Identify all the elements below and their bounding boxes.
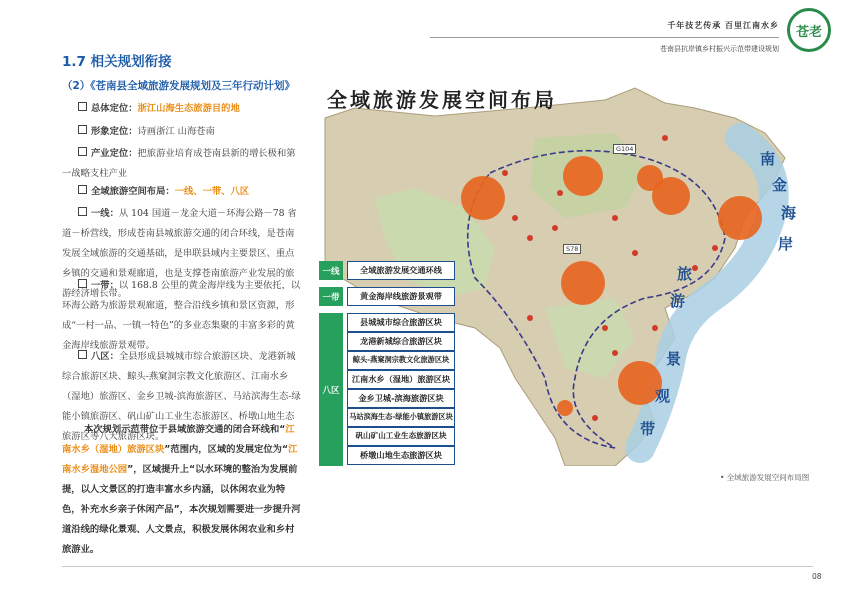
item-industry-position: 产业定位：把旅游业培育成苍南县新的增长极和第一战略支柱产业 — [62, 148, 296, 179]
belt-letter: 海 — [781, 204, 797, 222]
legend-group-line: 一线 — [319, 261, 343, 280]
page-number: 08 — [812, 572, 822, 581]
footer-rule — [62, 566, 813, 567]
road-label-g104: G104 — [613, 144, 636, 154]
belt-letter: 南 — [760, 150, 776, 168]
conclusion-paragraph: 本次规划示范带位于县域旅游交通的闭合环线和“江南水乡（湿地）旅游区块”范围内，区域的发展定位为“江南水乡湿地公园”，区域提升上“以水环境的整治为发展前提，以人文景区的打造丰富水乡内涵，以休闲农业为特色，补充水乡亲子休闲产品”，本次规划需要进一步提升河道沿线的绿化景观、人文景点，积极发展休闲农业和乡村旅游业。 — [62, 424, 301, 555]
item-image-position: 形象定位：诗画浙江 山海苍南 — [62, 122, 302, 142]
checkbox-icon — [78, 185, 87, 194]
map-caption: • 全域旅游发展空间布局图 — [720, 473, 810, 482]
legend-item: 桥墩山地生态旅游区块 — [347, 446, 455, 465]
item-one-line: 一线：从 104 国道－龙金大道－环海公路－78 省道－桥营线，形成苍南县城旅游交通的闭合环线，是苍南发展全域旅游的交通基础，是串联县域内主要景区、重点乡镇的交通和景观廊道，也是支撑苍南旅游产业发展的旅游经济增长带。 — [62, 208, 297, 299]
image-position-value: 诗画浙江 山海苍南 — [137, 126, 215, 137]
legend-item: 县城城市综合旅游区块 — [347, 313, 455, 332]
checkbox-icon — [78, 102, 87, 111]
legend-item: 黄金海岸线旅游景观带 — [347, 287, 455, 306]
legend-item: 马站滨海生态-绿能小镇旅游区块 — [347, 408, 455, 427]
map-title: 全域旅游发展空间布局 — [327, 88, 557, 112]
legend-group-belt: 一带 — [319, 287, 343, 306]
checkbox-icon — [78, 279, 87, 288]
header-slogan: 千年技艺传承 百里江南水乡 — [667, 20, 779, 30]
legend-item: 矾山矿山工业生态旅游区块 — [347, 427, 455, 446]
page-header — [0, 0, 849, 53]
header-project-name: 苍南县抗岸镇乡村振兴示范带建设规划 — [660, 45, 779, 53]
overall-position-value: 浙江山海生态旅游目的地 — [137, 103, 240, 114]
legend-group-zones: 八区 — [319, 313, 343, 466]
checkbox-icon — [78, 207, 87, 216]
checkbox-icon — [78, 147, 87, 156]
industry-position-value: 把旅游业培育成苍南县新的增长极和第一战略支柱产业 — [62, 148, 296, 179]
legend-item: 江南水乡（湿地）旅游区块 — [347, 370, 455, 389]
belt-letter: 旅 — [677, 265, 693, 283]
belt-letter: 景 — [666, 350, 682, 368]
checkbox-icon — [78, 350, 87, 359]
section-title: 1.7 相关规划衔接 — [62, 54, 172, 70]
belt-letter: 岸 — [778, 235, 794, 253]
conclusion-highlight-park: 江南水乡湿地公园 — [62, 444, 298, 475]
belt-letter: 带 — [640, 420, 656, 438]
legend-item: 金乡卫城-滨海旅游区块 — [347, 389, 455, 408]
conclusion-highlight-zone: 江南水乡（湿地）旅游区块 — [62, 424, 295, 455]
one-belt-value: 以 168.8 公里的黄金海岸线为主要依托，以环海公路为旅游景观廊道，整合沿线乡镇和景区资源，形成“一村一品、一镇一特色”的多业态集聚的丰富多彩的黄金海岸线旅游景观带。 — [62, 280, 301, 351]
road-label-s78: S78 — [563, 244, 581, 254]
spatial-layout-value: 一线、一带、八区 — [174, 186, 250, 197]
item-one-belt: 一带：以 168.8 公里的黄金海岸线为主要依托，以环海公路为旅游景观廊道，整合沿线乡镇和景区资源，形成“一村一品、一镇一特色”的多业态集聚的丰富多彩的黄金海岸线旅游景观带。 — [62, 280, 301, 351]
item-spatial-layout: 全域旅游空间布局：一线、一带、八区 — [62, 182, 302, 202]
project-logo — [787, 8, 831, 52]
header-rule — [430, 37, 779, 38]
checkbox-icon — [78, 125, 87, 134]
one-line-value: 从 104 国道－龙金大道－环海公路－78 省道－桥营线，形成苍南县城旅游交通的闭合环线，是苍南发展全域旅游的交通基础，是串联县域内主要景区、重点乡镇的交通和景观廊道，也是支撑苍南旅游产业发展的旅游经济增长带。 — [62, 208, 297, 299]
belt-letter: 游 — [670, 292, 686, 310]
eight-zones-value: 全县形成县城城市综合旅游区块、龙港新城综合旅游区块、鲸头-燕窠洞宗教文化旅游区、江南水乡（湿地）旅游区、金乡卫城-滨海旅游区、马站滨海生态-绿能小镇旅游区、矾山矿山工业生态旅游区、桥墩山地生态旅游区等八大旅游区块。 — [62, 351, 301, 442]
logo-text: 苍老 — [795, 24, 822, 40]
item-overall-position: 总体定位：浙江山海生态旅游目的地 — [62, 99, 302, 119]
legend-item: 龙港新城综合旅游区块 — [347, 332, 455, 351]
belt-letter: 观 — [655, 387, 671, 405]
legend-item: 鲸头-燕窠洞宗教文化旅游区块 — [347, 351, 455, 370]
legend-item: 全域旅游发展交通环线 — [347, 261, 455, 280]
tourism-layout-map — [315, 78, 817, 466]
item-eight-zones: 八区：全县形成县城城市综合旅游区块、龙港新城综合旅游区块、鲸头-燕窠洞宗教文化旅游区、江南水乡（湿地）旅游区、金乡卫城-滨海旅游区、马站滨海生态-绿能小镇旅游区、矾山矿山工业生态旅游区、桥墩山地生态旅游区等八大旅游区块。 — [62, 351, 301, 442]
section-subtitle: （2）《苍南县全域旅游发展规划及三年行动计划》 — [62, 80, 296, 92]
belt-letter: 金 — [772, 176, 788, 194]
